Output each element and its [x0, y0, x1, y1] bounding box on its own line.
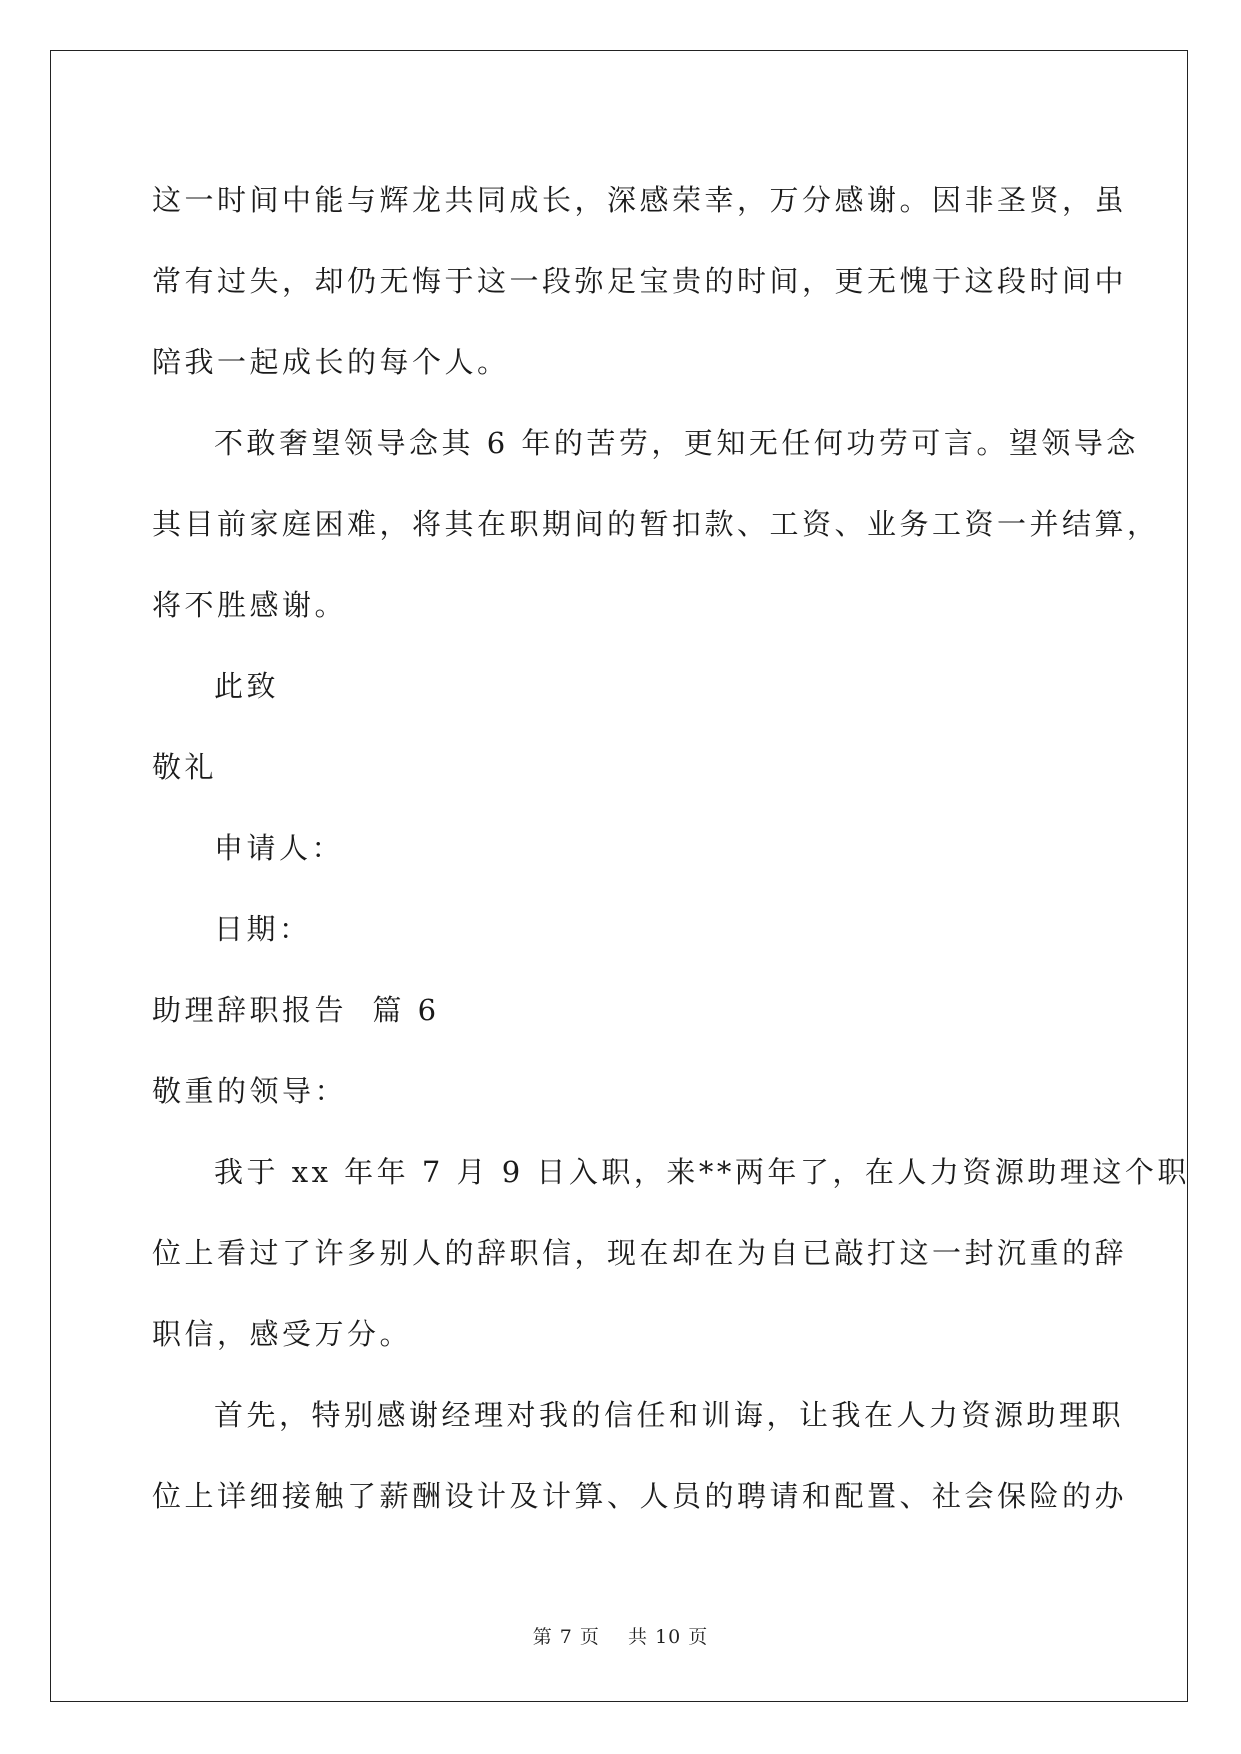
text-line: 申请人：	[214, 831, 345, 865]
text-line: 敬礼	[152, 750, 218, 784]
text-line: 我于 xx 年年 7 月 9 日入职，来**两年了，在人力资源助理这个职	[214, 1155, 1190, 1189]
closing-respect	[152, 727, 1117, 808]
applicant-field	[152, 808, 1117, 889]
page-number-footer: 第 7 页 共 10 页	[532, 1626, 709, 1648]
paragraph-2	[152, 403, 1160, 646]
paragraph-1	[152, 160, 1128, 403]
text-line: 职信，感受万分。	[152, 1317, 413, 1351]
text-line: 其目前家庭困难，将其在职期间的暂扣款、工资、业务工资一并结算，	[152, 507, 1160, 541]
text-line: 不敢奢望领导念其 6 年的苦劳，更知无任何功劳可言。望领导念	[214, 426, 1139, 460]
paragraph-4	[152, 1375, 1128, 1537]
text-line: 首先，特别感谢经理对我的信任和训诲，让我在人力资源助理职	[214, 1398, 1125, 1432]
text-line: 常有过失，却仍无悔于这一段弥足宝贵的时间，更无愧于这段时间中	[152, 264, 1128, 298]
text-line: 位上看过了许多别人的辞职信，现在却在为自已敲打这一封沉重的辞	[152, 1236, 1128, 1270]
text-line: 位上详细接触了薪酬设计及计算、人员的聘请和配置、社会保险的办	[152, 1479, 1128, 1513]
text-line: 助理辞职报告 篇 6	[152, 993, 440, 1027]
closing-salutation	[152, 646, 1117, 727]
section-heading	[152, 970, 1117, 1051]
text-line: 将不胜感谢。	[152, 588, 348, 622]
text-line: 日期：	[214, 912, 312, 946]
text-line: 陪我一起成长的每个人。	[152, 345, 510, 379]
paragraph-3	[152, 1132, 1190, 1375]
text-line: 这一时间中能与辉龙共同成长，深感荣幸，万分感谢。因非圣贤，虽	[152, 183, 1128, 217]
document-body	[152, 160, 1190, 1537]
text-line: 敬重的领导：	[152, 1074, 348, 1108]
text-line: 此致	[214, 669, 280, 703]
date-field	[152, 889, 1117, 970]
greeting	[152, 1051, 1117, 1132]
